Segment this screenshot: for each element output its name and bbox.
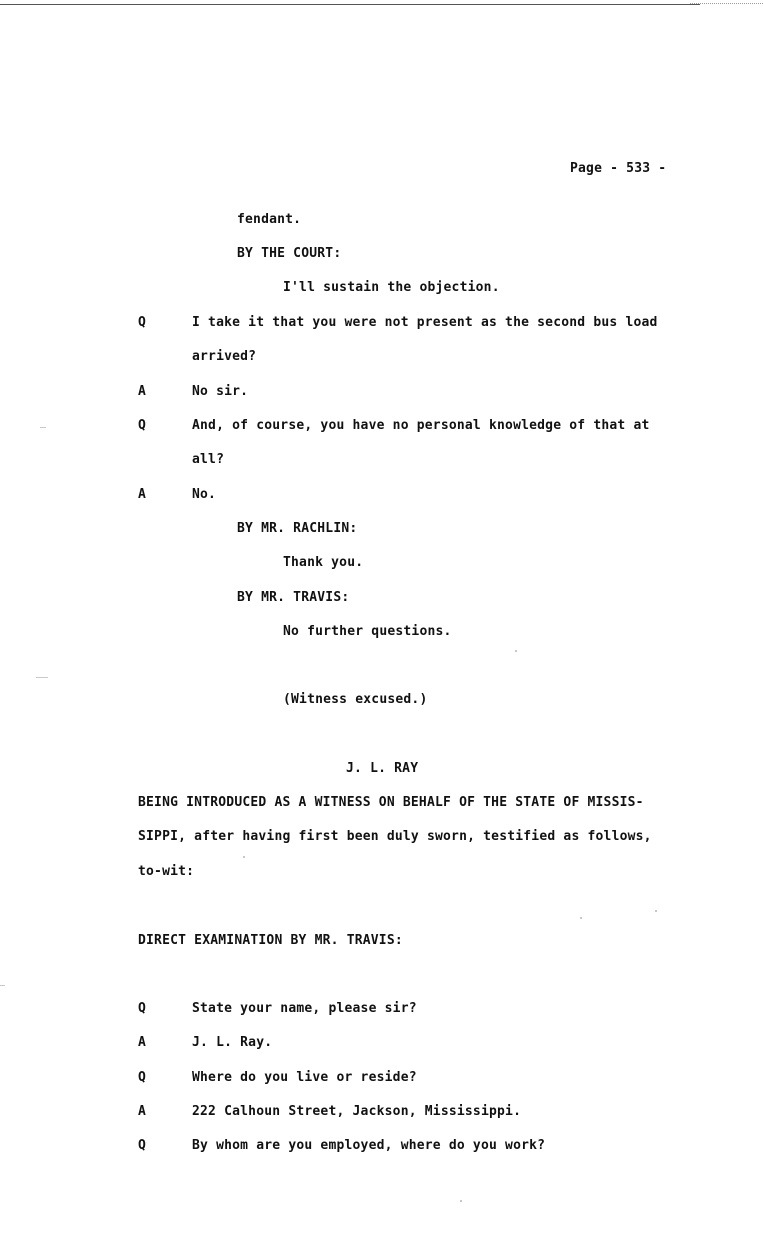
- question-text: And, of course, you have no personal knowledge of that at: [192, 418, 650, 433]
- scan-speck: [655, 910, 657, 912]
- witness-excused-note: (Witness excused.): [283, 692, 428, 707]
- rachlin-statement: Thank you.: [283, 555, 364, 570]
- top-edge-rule: [0, 4, 700, 5]
- scan-speck: [580, 917, 582, 919]
- question-label: Q: [138, 1001, 147, 1016]
- answer-label: A: [138, 1104, 147, 1119]
- question-text: By whom are you employed, where do you work?: [192, 1138, 546, 1153]
- question-label: Q: [138, 315, 147, 330]
- scan-speck: [515, 650, 517, 652]
- question-text: State your name, please sir?: [192, 1001, 417, 1016]
- page-number: Page - 533 -: [570, 161, 667, 176]
- witness-name-heading: J. L. RAY: [346, 761, 419, 776]
- witness-intro-line: BEING INTRODUCED AS A WITNESS ON BEHALF OF THE STATE OF MISSIS-: [138, 795, 644, 810]
- speaker-heading-court: BY THE COURT:: [237, 246, 342, 261]
- scan-edge-mark: [40, 427, 46, 428]
- answer-text: J. L. Ray.: [192, 1035, 273, 1050]
- question-text: Where do you live or reside?: [192, 1070, 417, 1085]
- top-edge-faint-rule: [690, 3, 763, 5]
- scan-speck: [243, 856, 245, 858]
- answer-text: No sir.: [192, 384, 249, 399]
- scan-edge-mark: [36, 677, 48, 678]
- speaker-heading-travis: BY MR. TRAVIS:: [237, 590, 350, 605]
- examination-heading: DIRECT EXAMINATION BY MR. TRAVIS:: [138, 933, 403, 948]
- answer-text: No.: [192, 487, 217, 502]
- question-text: I take it that you were not present as the second bus load: [192, 315, 658, 330]
- court-statement: I'll sustain the objection.: [283, 280, 500, 295]
- witness-intro-line: SIPPI, after having first been duly sworn, testified as follows,: [138, 829, 652, 844]
- scan-speck: [460, 1200, 462, 1202]
- speaker-heading-rachlin: BY MR. RACHLIN:: [237, 521, 358, 536]
- question-label: Q: [138, 1070, 147, 1085]
- answer-label: A: [138, 384, 147, 399]
- question-text-continued: all?: [192, 452, 225, 467]
- witness-intro-line: to-wit:: [138, 864, 195, 879]
- continued-line: fendant.: [237, 212, 302, 227]
- question-text-continued: arrived?: [192, 349, 257, 364]
- question-label: Q: [138, 1138, 147, 1153]
- answer-label: A: [138, 487, 147, 502]
- answer-label: A: [138, 1035, 147, 1050]
- travis-statement: No further questions.: [283, 624, 452, 639]
- question-label: Q: [138, 418, 147, 433]
- scan-edge-mark: [0, 985, 5, 986]
- answer-text: 222 Calhoun Street, Jackson, Mississippi.: [192, 1104, 522, 1119]
